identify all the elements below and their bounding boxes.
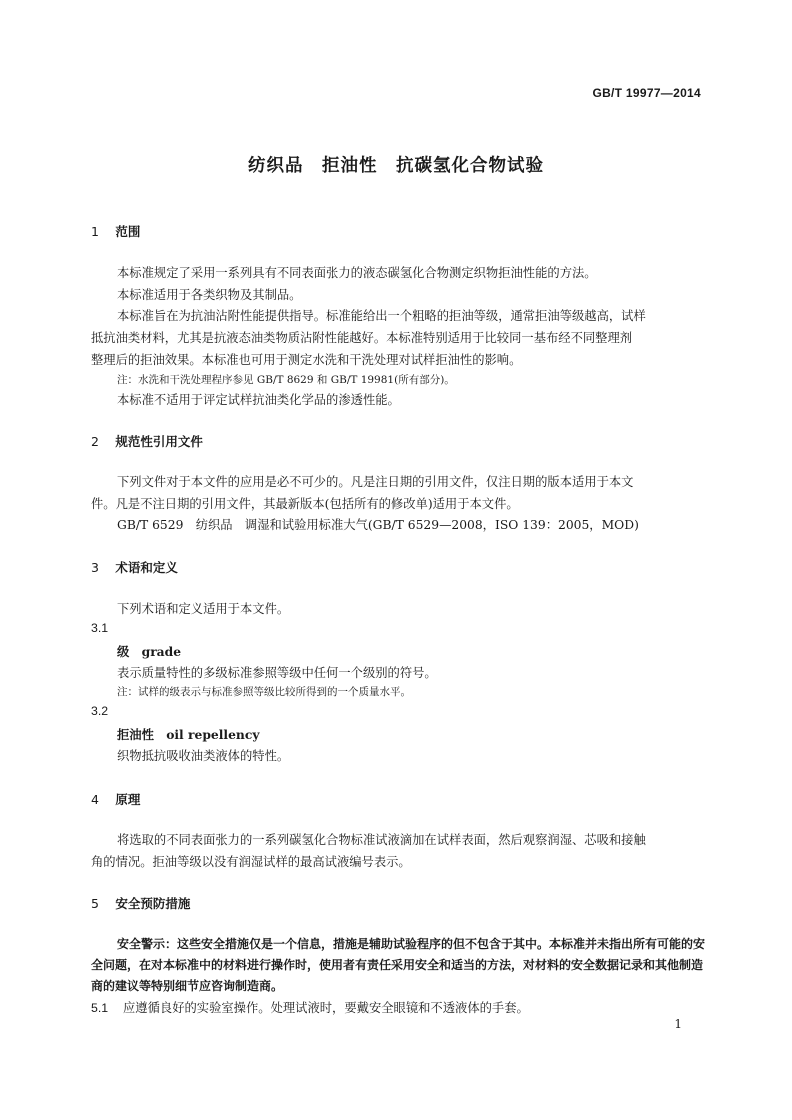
term-number: 3.2 [91,704,109,718]
term-definition: 织物抵抗吸收油类液体的特性。 [117,749,290,763]
paragraph: 将选取的不同表面张力的一系列碳氢化合物标准试液滴加在试样表面，然后观察润湿、芯吸和接触 [117,833,646,847]
section-1-heading [91,222,140,240]
paragraph-line: 抵抗油类材料，尤其是抗液态油类物质沾附性能越好。本标准特别适用于比较同一基布经不同整理剂 [91,331,633,345]
standard-code: GB/T 19977—2014 [592,86,701,100]
section-5-heading [91,894,190,912]
paragraph-line: 整理后的拒油效果。本标准也可用于测定水洗和干洗处理对试样拒油性的影响。 [91,353,522,367]
paragraph: 本标准旨在为抗油沾附性能提供指导。标准能给出一个粗略的拒油等级，通常拒油等级越高，试样 [117,309,646,323]
paragraph: 本标准适用于各类织物及其制品。 [117,288,302,302]
section-3-heading [91,558,178,576]
term-definition: 表示质量特性的多级标准参照等级中任何一个级别的符号。 [117,666,437,680]
paragraph: 下列术语和定义适用于本文件。 [117,602,290,616]
clause-5-1 [91,998,705,1016]
section-4-heading [91,790,140,808]
safety-warning: 安全警示：这些安全措施仅是一个信息，措施是辅助试验程序的但不包含于其中。本标准并未指出所有可能的安全问题，在对本标准中的材料进行操作时，使用者有责任采用安全和适当的方法，对材料的安全数据记录和其他制造商的建议等特别细节应咨询制造商。 [91,937,706,993]
term-number: 3.1 [91,621,109,635]
clause-text: 应遵循良好的实验室操作。处理试液时，要戴安全眼镜和不透液体的手套。 [123,1001,529,1015]
section-number: 2 [91,434,99,449]
section-title: 范围 [115,224,141,239]
section-2-heading [91,432,203,450]
section-number: 3 [91,560,99,575]
section-title: 规范性引用文件 [115,434,203,449]
document-title: 纺织品 拒油性 抗碳氢化合物试验 [248,156,544,176]
section-number: 4 [91,792,99,807]
section-title: 原理 [115,792,141,807]
paragraph-line: 角的情况。拒油等级以没有润湿试样的最高试液编号表示。 [91,855,411,869]
normative-reference: GB/T 6529 纺织品 调湿和试验用标准大气(GB/T 6529—2008，ISO 139：2005，MOD) [117,518,639,532]
term: 级 grade [117,644,182,659]
paragraph: 本标准规定了采用一系列具有不同表面张力的液态碳氢化合物测定织物拒油性能的方法。 [117,266,597,280]
paragraph-line: 件。凡是不注日期的引用文件，其最新版本(包括所有的修改单)适用于本文件。 [91,497,519,511]
paragraph: 本标准不适用于评定试样抗油类化学品的渗透性能。 [117,393,400,407]
section-number: 1 [91,224,99,239]
note: 注：水洗和干洗处理程序参见 GB/T 8629 和 GB/T 19981(所有部分)。 [117,374,455,386]
clause-number: 5.1 [91,1001,109,1015]
term: 拒油性 oil repellency [117,727,260,742]
page-number: 1 [674,1017,682,1031]
note: 注：试样的级表示与标准参照等级比较所得到的一个质量水平。 [117,686,411,698]
section-title: 安全预防措施 [115,896,191,911]
section-number: 5 [91,896,99,911]
paragraph: 下列文件对于本文件的应用是必不可少的。凡是注日期的引用文件，仅注日期的版本适用于本文 [117,475,634,489]
section-title: 术语和定义 [115,560,178,575]
